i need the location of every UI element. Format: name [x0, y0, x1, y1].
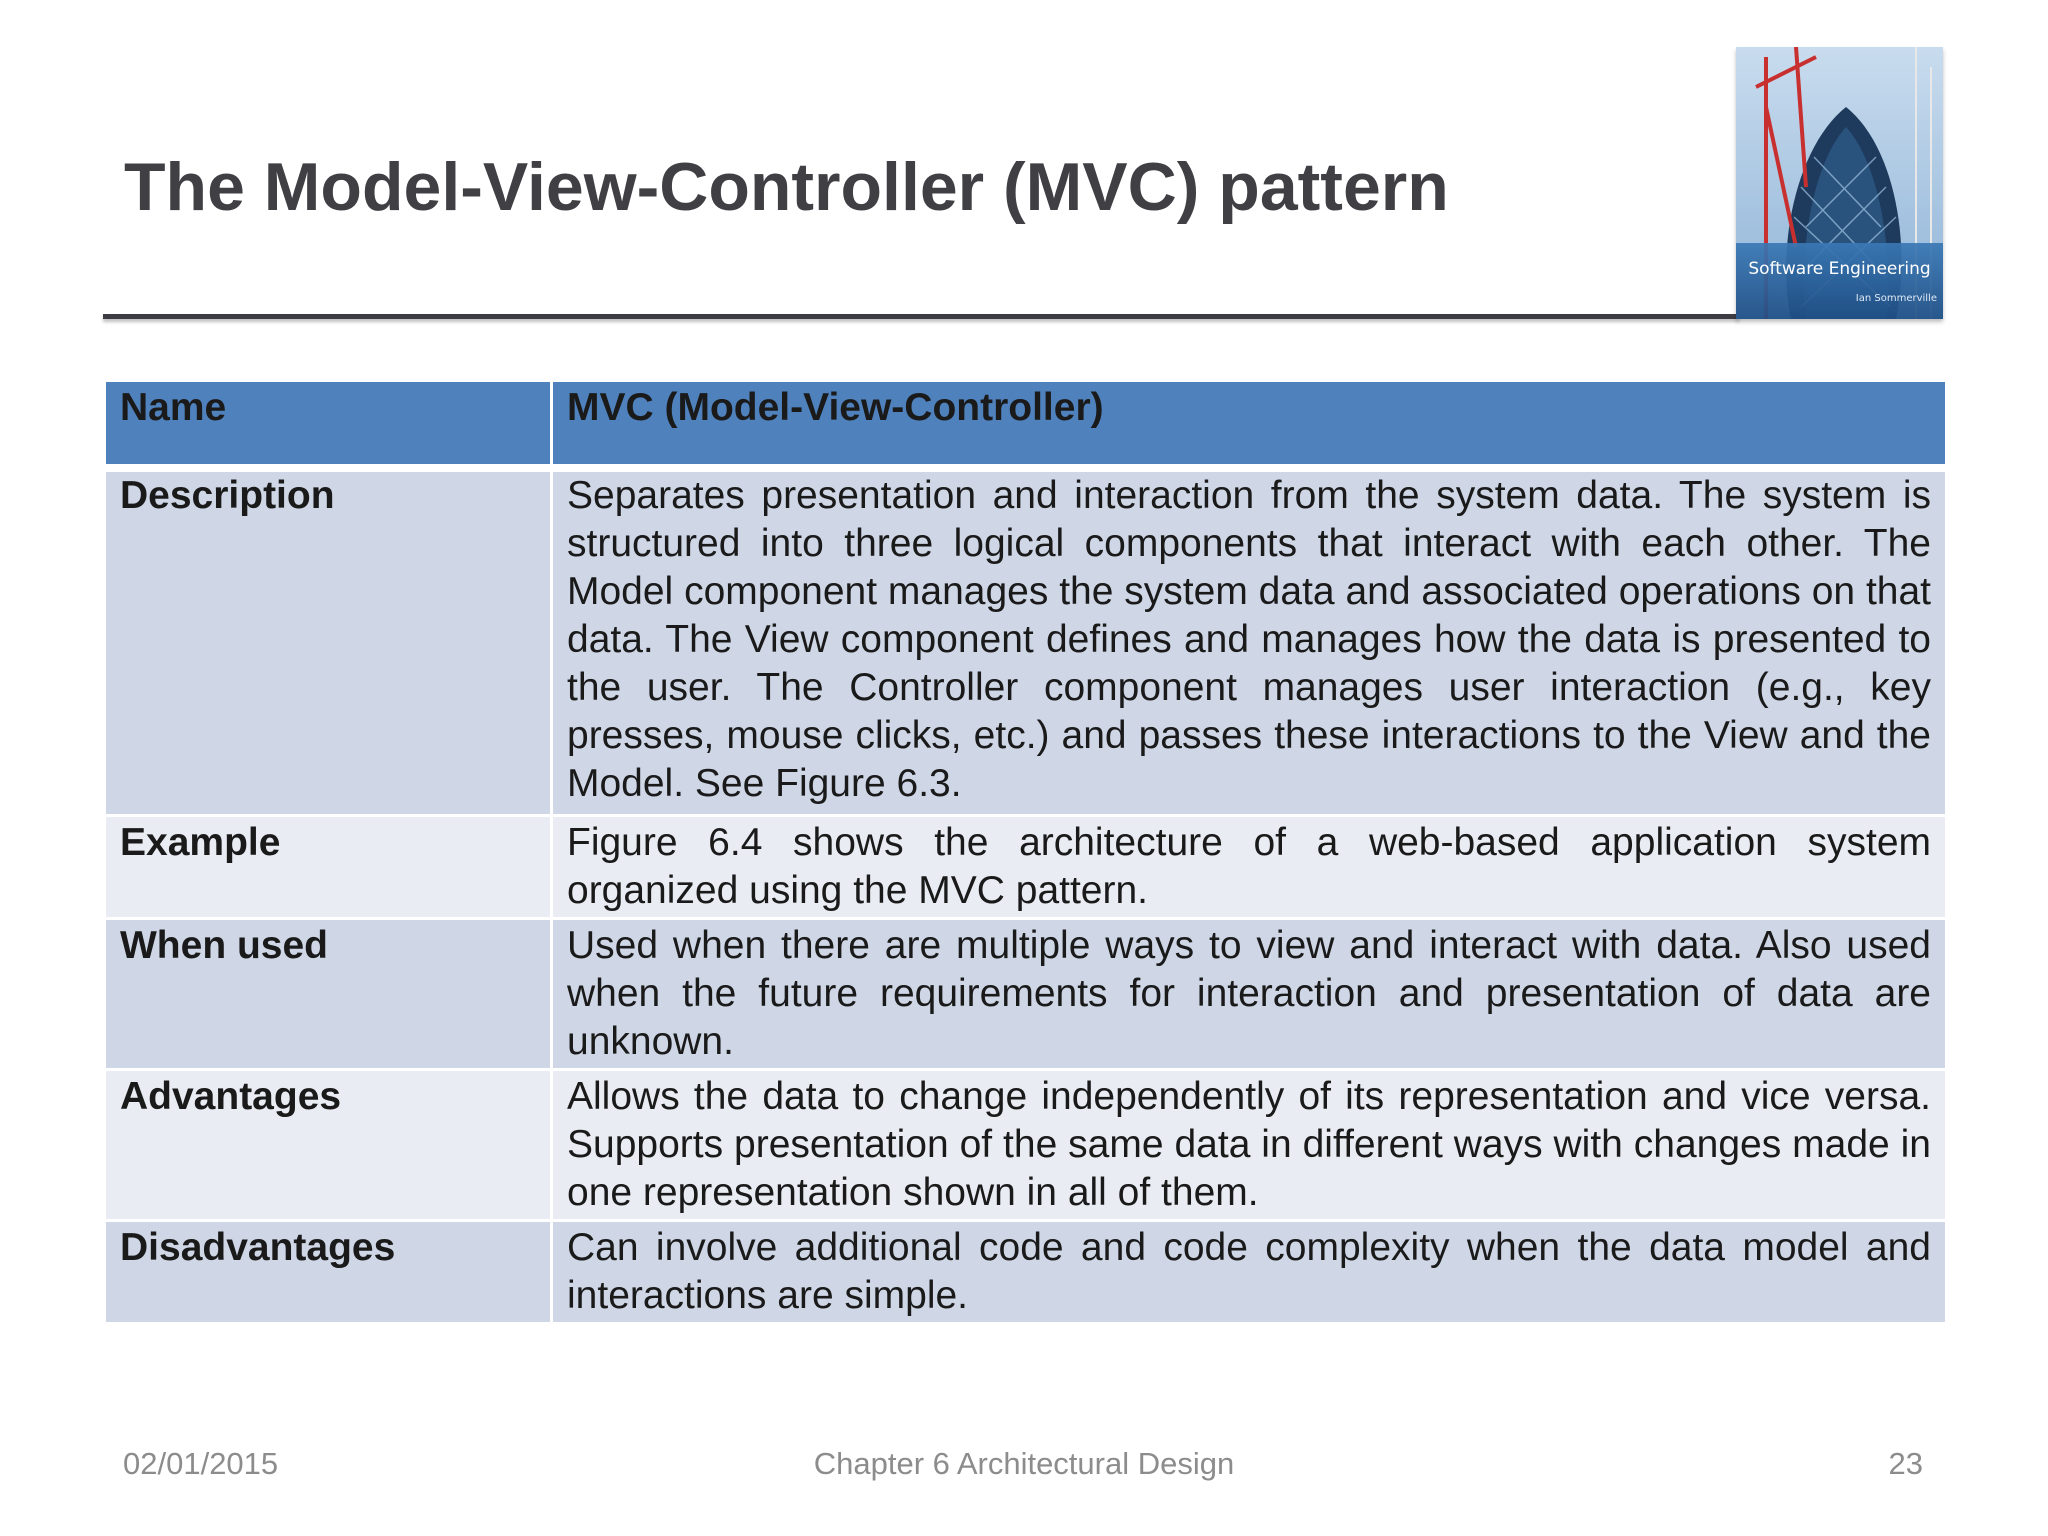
footer-date: 02/01/2015: [123, 1446, 279, 1481]
table-row: [105, 919, 1947, 1070]
header-label-cell: Name: [105, 381, 552, 469]
footer-page-number: 23: [1888, 1446, 1923, 1481]
table-row: [105, 468, 1947, 816]
row-label-when-used: When used: [105, 919, 552, 1070]
pattern-table: [103, 379, 1948, 1325]
table-row: [105, 1221, 1947, 1324]
table-row: [105, 1070, 1947, 1221]
row-label-disadvantages: Disadvantages: [105, 1221, 552, 1324]
table-row: [105, 816, 1947, 919]
row-value-description: Separates presentation and interaction from the system data. The system is structured into three logical components that interact with each other. The Model component manages the system data and associated operations on that data. The View component defines and manages how the data is presented to the user. The Controller component manages user interaction (e.g., key presses, mouse clicks, etc.) and passes these interactions to the View and the Model. See Figure 6.3.: [552, 468, 1947, 816]
book-author: Ian Sommerville: [1855, 293, 1937, 304]
row-label-example: Example: [105, 816, 552, 919]
table-header-row: [105, 381, 1947, 469]
row-value-advantages: Allows the data to change independently of its representation and vice versa. Supports presentation of the same data in different ways with changes made in one representation shown in all of them.: [552, 1070, 1947, 1221]
book-title: Software Engineering: [1748, 259, 1931, 279]
row-value-example: Figure 6.4 shows the architecture of a web-based application system organized using the MVC pattern.: [552, 816, 1947, 919]
slide-title: The Model-View-Controller (MVC) pattern: [124, 149, 1449, 225]
row-label-description: Description: [105, 468, 552, 816]
row-label-advantages: Advantages: [105, 1070, 552, 1221]
title-divider: [103, 314, 1739, 319]
row-value-when-used: Used when there are multiple ways to view and interact with data. Also used when the future requirements for interaction and presentation of data are unknown.: [552, 919, 1947, 1070]
row-value-disadvantages: Can involve additional code and code complexity when the data model and interactions are simple.: [552, 1221, 1947, 1324]
footer-chapter: Chapter 6 Architectural Design: [813, 1446, 1235, 1481]
book-cover-image: [1736, 47, 1943, 319]
header-value-cell: MVC (Model-View-Controller): [552, 381, 1947, 469]
